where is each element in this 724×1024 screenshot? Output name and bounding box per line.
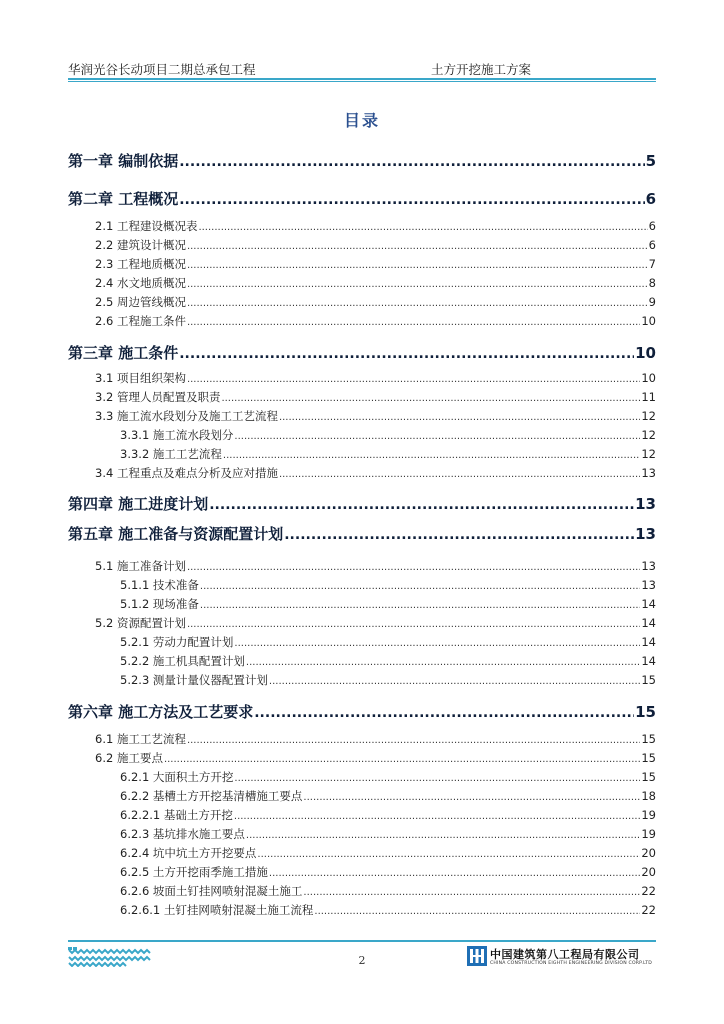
toc-entry-page: 14 [641,616,656,630]
toc-dot-leader [198,222,647,233]
toc-section-entry[interactable] [95,750,656,766]
toc-dot-leader [179,192,644,208]
toc-entry-label: 第四章 施工进度计划 [68,495,209,513]
toc-dot-leader [269,868,640,879]
toc-chapter-entry[interactable] [68,493,656,514]
toc-entry-page: 20 [641,865,656,879]
toc-dot-leader [187,735,640,746]
toc-section-entry[interactable] [120,845,656,861]
toc-title: 目录 [343,111,380,130]
toc-section-entry[interactable] [120,577,656,593]
toc-dot-leader [223,450,640,461]
toc-entry-label: 5.1.2 现场准备 [120,597,199,611]
toc-dot-leader [179,346,634,362]
toc-entry-page: 15 [635,703,656,721]
toc-entry-label: 第五章 施工准备与资源配置计划 [68,525,284,543]
toc-entry-label: 3.3 施工流水段划分及施工工艺流程 [95,409,278,423]
toc-entry-label: 5.2.3 测量计量仪器配置计划 [120,673,268,687]
toc-entry-page: 15 [641,751,656,765]
toc-dot-leader [279,469,640,480]
toc-section-entry[interactable] [95,465,656,481]
toc-entry-label: 2.4 水文地质概况 [95,276,186,290]
toc-entry-label: 3.3.1 施工流水段划分 [120,428,234,442]
toc-dot-leader [187,260,648,271]
toc-entry-label: 2.2 建筑设计概况 [95,238,186,252]
toc-dot-leader [234,431,640,442]
toc-dot-leader [187,374,640,385]
toc-entry-page: 14 [641,597,656,611]
toc-dot-leader [187,279,648,290]
toc-entry-label: 6.2.6.1 土钉挂网喷射混凝土施工流程 [120,903,314,917]
toc-section-entry[interactable] [95,218,656,234]
toc-entry-page: 15 [641,770,656,784]
toc-section-entry[interactable] [120,672,656,688]
toc-entry-label: 6.2 施工要点 [95,751,163,765]
toc-entry-page: 13 [641,559,656,573]
toc-entry-label: 6.2.2 基槽土方开挖基清槽施工要点 [120,789,303,803]
toc-chapter-entry[interactable] [68,523,656,544]
toc-section-entry[interactable] [120,634,656,650]
toc-dot-leader [234,773,640,784]
toc-dot-leader [209,497,634,513]
toc-entry-label: 5.2 资源配置计划 [95,616,186,630]
toc-dot-leader [269,676,640,687]
toc-entry-page: 9 [648,295,656,309]
toc-section-entry[interactable] [120,883,656,899]
toc-entry-page: 13 [641,466,656,480]
toc-entry-page: 12 [641,409,656,423]
toc-entry-label: 5.1 施工准备计划 [95,559,186,573]
toc-entry-page: 5 [645,152,656,170]
toc-entry-page: 22 [641,884,656,898]
toc-entry-label: 2.6 工程施工条件 [95,314,186,328]
toc-section-entry[interactable] [120,807,656,823]
toc-entry-page: 13 [635,525,656,543]
toc-section-entry[interactable] [120,902,656,918]
toc-entry-page: 20 [641,846,656,860]
toc-entry-label: 6.2.6 坡面土钉挂网喷射混凝土施工 [120,884,303,898]
toc-dot-leader [234,638,640,649]
toc-dot-leader [200,600,640,611]
company-name-cn: 中国建筑第八工程局有限公司 [490,948,640,961]
toc-section-entry[interactable] [95,275,656,291]
toc-section-entry[interactable] [95,558,656,574]
toc-chapter-entry[interactable] [68,701,656,722]
toc-section-entry[interactable] [120,788,656,804]
toc-dot-leader [187,298,648,309]
toc-entry-page: 12 [641,428,656,442]
toc-section-entry[interactable] [120,653,656,669]
toc-entry-page: 15 [641,673,656,687]
toc-entry-page: 13 [635,495,656,513]
toc-entry-label: 6.2.3 基坑排水施工要点 [120,827,245,841]
toc-section-entry[interactable] [120,864,656,880]
toc-dot-leader [221,393,640,404]
toc-section-entry[interactable] [95,731,656,747]
toc-dot-leader [284,527,634,543]
toc-entry-page: 18 [641,789,656,803]
toc-entry-label: 3.4 工程重点及难点分析及应对措施 [95,466,278,480]
toc-entry-page: 10 [635,344,656,362]
toc-entry-label: 6.1 施工工艺流程 [95,732,186,746]
toc-entry-page: 7 [648,257,656,271]
toc-dot-leader [303,887,640,898]
toc-section-entry[interactable] [95,615,656,631]
toc-dot-leader [279,412,640,423]
toc-entry-label: 6.2.1 大面积土方开挖 [120,770,234,784]
toc-entry-page: 13 [641,578,656,592]
toc-entry-label: 5.2.1 劳动力配置计划 [120,635,234,649]
toc-dot-leader [179,154,644,170]
toc-section-entry[interactable] [95,294,656,310]
toc-entry-page: 11 [641,390,656,404]
toc-entry-page: 22 [641,903,656,917]
toc-chapter-entry[interactable] [68,342,656,363]
toc-dot-leader [234,811,640,822]
toc-dot-leader [246,830,640,841]
toc-entry-page: 6 [648,219,656,233]
cscec-logo-icon [467,946,487,966]
toc-dot-leader [246,657,640,668]
toc-chapter-entry[interactable] [68,188,656,209]
toc-dot-leader [254,705,634,721]
toc-entry-page: 6 [648,238,656,252]
toc-entry-label: 3.2 管理人员配置及职责 [95,390,221,404]
toc-entry-label: 2.3 工程地质概况 [95,257,186,271]
toc-dot-leader [187,562,640,573]
toc-entry-page: 10 [641,314,656,328]
toc-section-entry[interactable] [95,237,656,253]
header-rule-thin [68,81,656,82]
header-project-name: 华润光谷长动项目二期总承包工程 [68,62,256,77]
toc-section-entry[interactable] [120,826,656,842]
toc-entry-page: 15 [641,732,656,746]
footer-rule [68,940,656,942]
toc-entry-label: 3.1 项目组织架构 [95,371,186,385]
toc-section-entry[interactable] [120,427,656,443]
toc-entry-label: 3.3.2 施工工艺流程 [120,447,222,461]
toc-dot-leader [187,241,648,252]
toc-dot-leader [303,792,640,803]
toc-dot-leader [164,754,640,765]
toc-entry-label: 2.5 周边管线概况 [95,295,186,309]
toc-section-entry[interactable] [95,370,656,386]
toc-entry-label: 第三章 施工条件 [68,344,179,362]
toc-section-entry[interactable] [95,313,656,329]
toc-entry-page: 10 [641,371,656,385]
toc-entry-page: 14 [641,654,656,668]
toc-dot-leader [314,906,640,917]
toc-entry-page: 8 [648,276,656,290]
toc-entry-page: 19 [641,808,656,822]
toc-entry-label: 5.2.2 施工机具配置计划 [120,654,245,668]
toc-entry-label: 5.1.1 技术准备 [120,578,199,592]
toc-section-entry[interactable] [95,389,656,405]
toc-chapter-entry[interactable] [68,150,656,171]
company-name-en: CHINA CONSTRUCTION EIGHTH ENGINEERING DIVISION CORP.LTD [490,961,652,966]
toc-section-entry[interactable] [120,769,656,785]
toc-entry-page: 12 [641,447,656,461]
toc-dot-leader [187,619,640,630]
company-brand [467,944,657,972]
toc-entry-label: 6.2.5 土方开挖雨季施工措施 [120,865,268,879]
toc-entry-page: 19 [641,827,656,841]
toc-section-entry[interactable] [95,256,656,272]
toc-dot-leader [187,317,640,328]
toc-entry-label: 2.1 工程建设概况表 [95,219,198,233]
toc-entry-label: 6.2.4 坑中坑土方开挖要点 [120,846,257,860]
toc-dot-leader [200,581,640,592]
toc-section-entry[interactable] [120,446,656,462]
header-rule [68,78,656,80]
header-document-title: 土方开挖施工方案 [431,62,532,77]
toc-entry-page: 14 [641,635,656,649]
toc-section-entry[interactable] [120,596,656,612]
toc-dot-leader [257,849,640,860]
page-number: 2 [358,954,366,967]
toc-entry-label: 6.2.2.1 基础土方开挖 [120,808,233,822]
toc-entry-page: 6 [645,190,656,208]
toc-entry-label: 第六章 施工方法及工艺要求 [68,703,254,721]
toc-section-entry[interactable] [95,408,656,424]
toc-entry-label: 第一章 编制依据 [68,152,179,170]
toc-entry-label: 第二章 工程概况 [68,190,179,208]
